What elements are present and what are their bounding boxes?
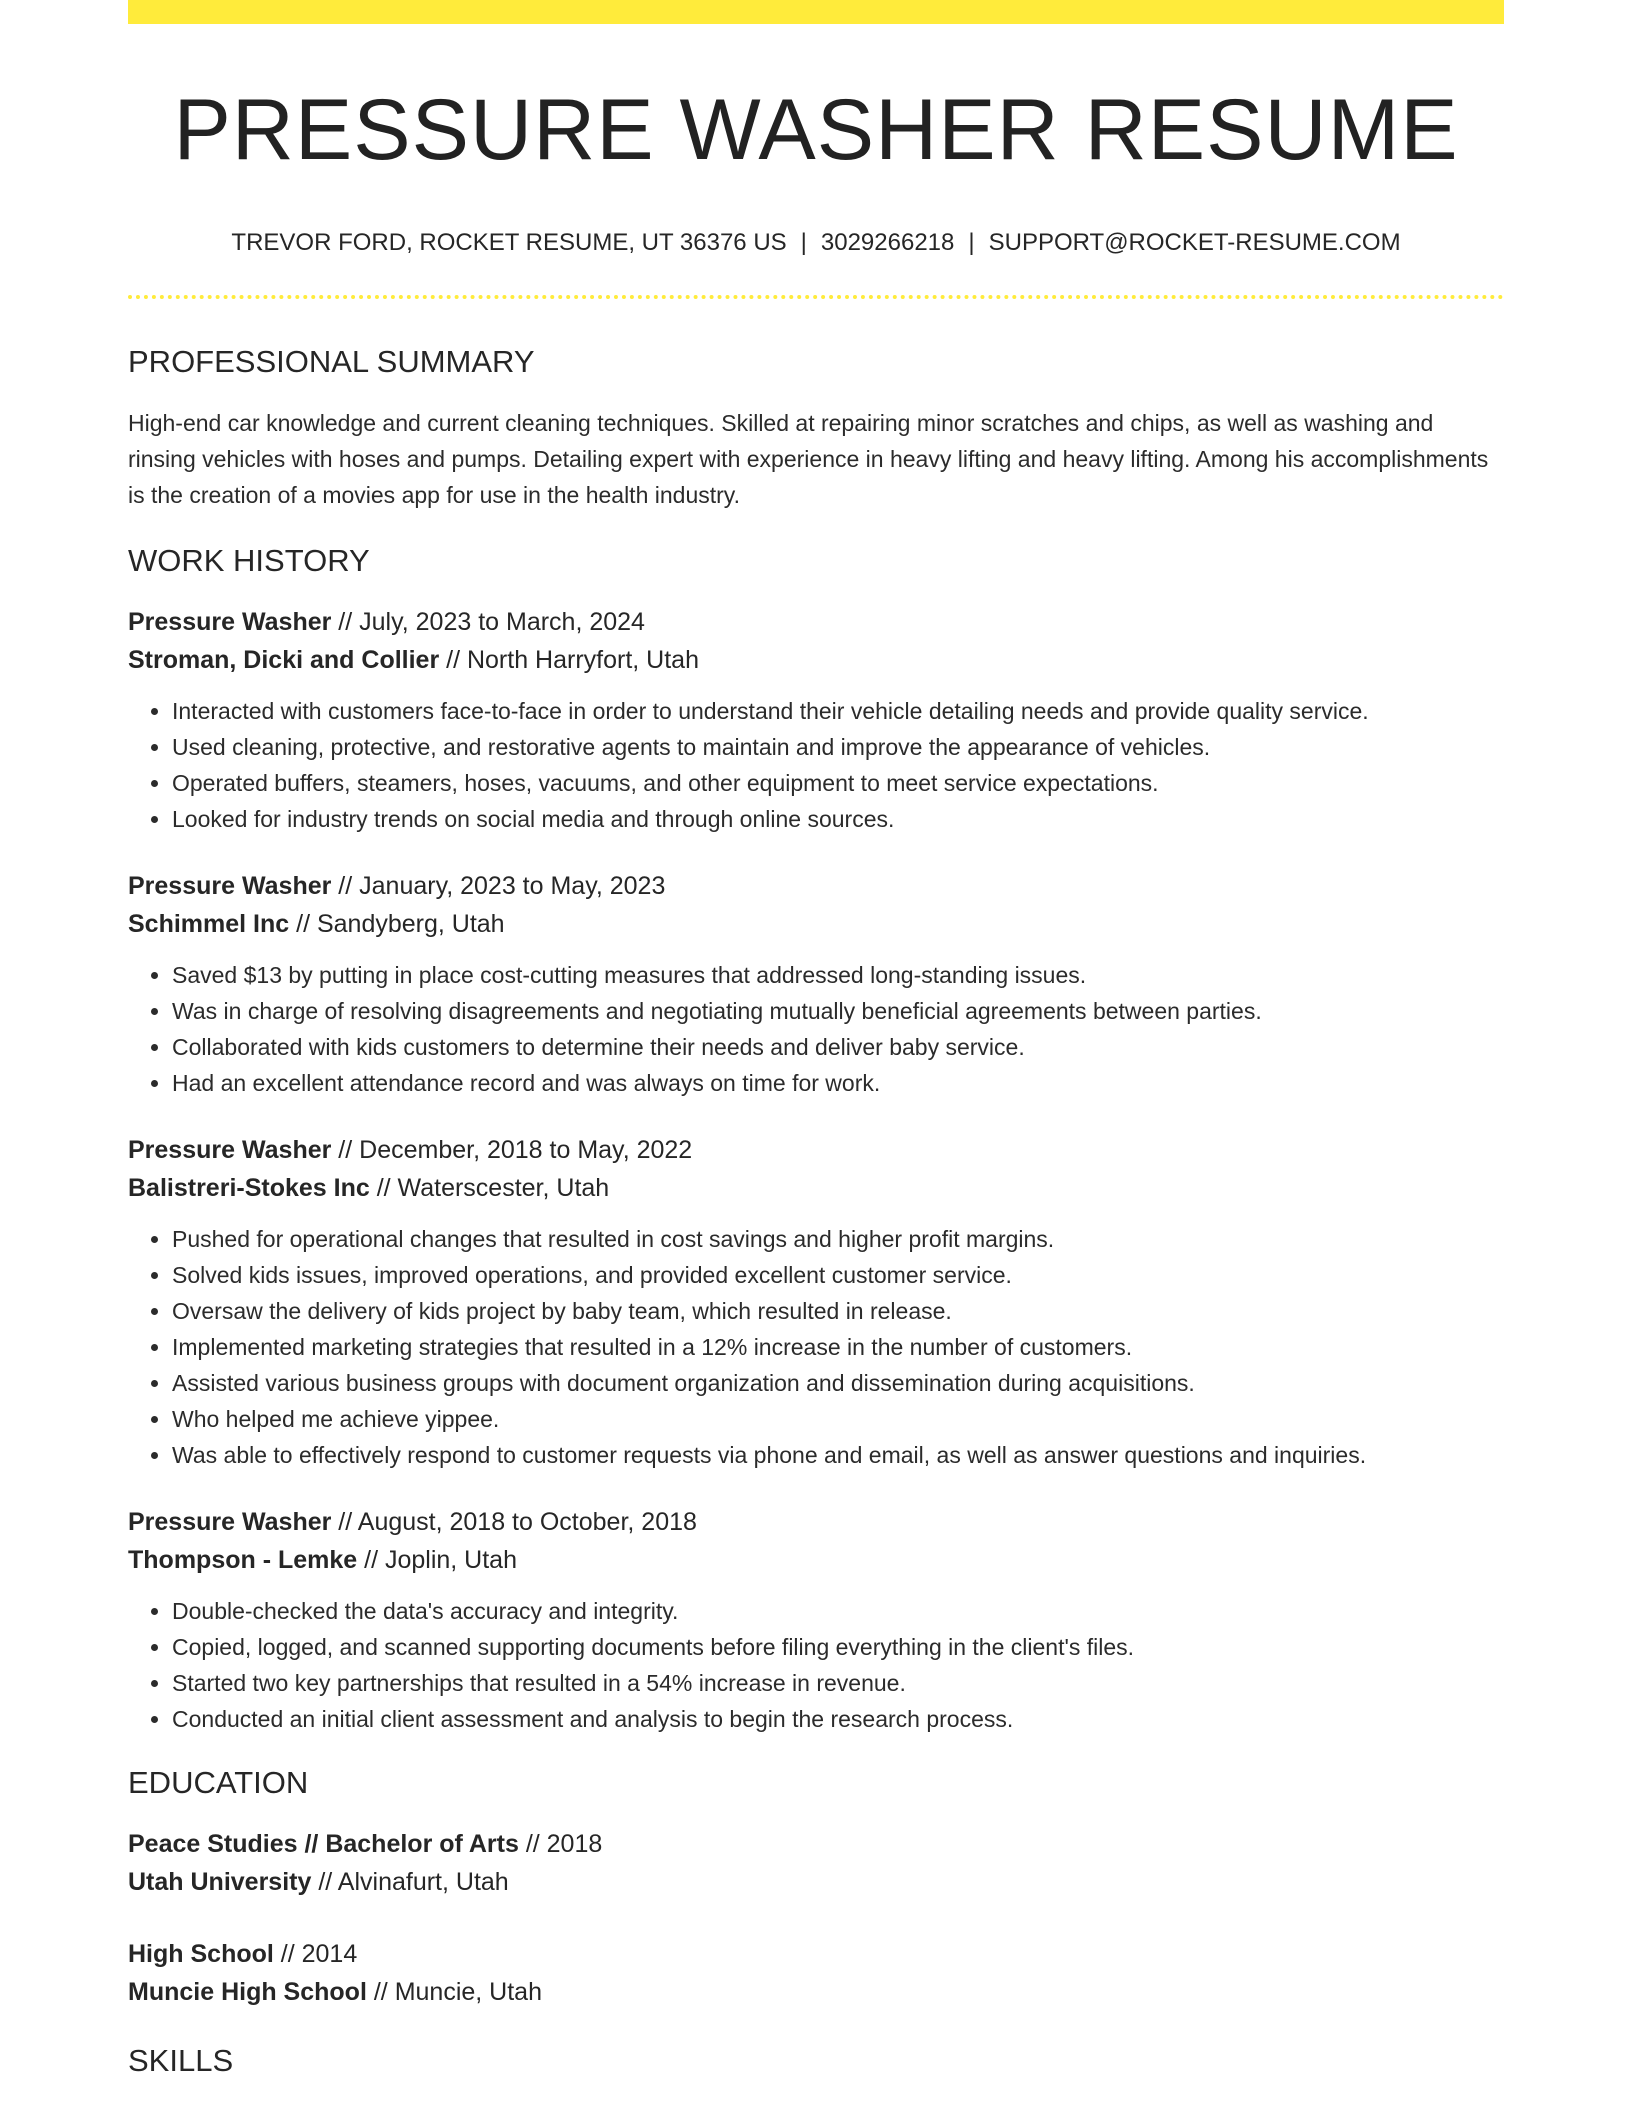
job-dates: // August, 2018 to October, 2018 (331, 1508, 697, 1536)
job-bullet: • Interacted with customers face-to-face in order to understand their vehicle detailing needs and provide quality service. (172, 693, 1504, 729)
job-bullets (128, 1221, 1504, 1473)
job-bullet: • Double-checked the data's accuracy and integrity. (172, 1593, 1504, 1629)
job-bullet: • Pushed for operational changes that resulted in cost savings and higher profit margins. (172, 1221, 1504, 1257)
job-role: Pressure Washer (128, 872, 332, 900)
education-school-line (128, 1973, 1504, 2011)
job-bullet: • Collaborated with kids customers to determine their needs and deliver baby service. (172, 1029, 1504, 1065)
job-bullet: • Had an excellent attendance record and was always on time for work. (172, 1065, 1504, 1101)
job-entry (128, 603, 1504, 837)
education-entry (128, 1935, 1504, 2011)
education-location: // Muncie, Utah (366, 1978, 542, 2006)
job-bullet: • Copied, logged, and scanned supporting documents before filing everything in the client's files. (172, 1629, 1504, 1665)
job-dates: // July, 2023 to March, 2024 (331, 608, 645, 636)
job-location: // Sandyberg, Utah (289, 910, 505, 938)
job-location: // Waterscester, Utah (369, 1174, 610, 1202)
job-bullet: • Used cleaning, protective, and restorative agents to maintain and improve the appearance of vehicles. (172, 729, 1504, 765)
job-company: Thompson - Lemke (128, 1546, 358, 1574)
resume-title: PRESSURE WASHER RESUME (173, 82, 1459, 178)
contact-address: TREVOR FORD, ROCKET RESUME, UT 36376 US (231, 229, 787, 256)
header-divider (128, 295, 1504, 299)
job-role-line (128, 1131, 1504, 1169)
summary-heading: PROFESSIONAL SUMMARY (128, 344, 535, 379)
job-company-line (128, 1541, 1504, 1579)
job-company: Balistreri-Stokes Inc (128, 1174, 370, 1202)
job-dates: // December, 2018 to May, 2022 (331, 1136, 693, 1164)
contact-phone: 3029266218 (820, 229, 955, 256)
job-company-line (128, 1169, 1504, 1207)
job-company: Stroman, Dicki and Collier (128, 646, 440, 674)
job-company: Schimmel Inc (128, 910, 290, 938)
job-bullet: • Oversaw the delivery of kids project by baby team, which resulted in release. (172, 1293, 1504, 1329)
education-entry (128, 1825, 1504, 1901)
job-bullet: • Looked for industry trends on social media and through online sources. (172, 801, 1504, 837)
job-role-line (128, 867, 1504, 905)
job-bullet: • Who helped me achieve yippee. (172, 1401, 1504, 1437)
job-bullet: • Implemented marketing strategies that resulted in a 12% increase in the number of customers. (172, 1329, 1504, 1365)
work-history-heading: WORK HISTORY (128, 543, 370, 578)
job-bullets (128, 957, 1504, 1101)
education-heading: EDUCATION (128, 1765, 309, 1800)
job-dates: // January, 2023 to May, 2023 (331, 872, 666, 900)
job-bullet: • Was able to effectively respond to customer requests via phone and email, as well as answer questions and inquiries. (172, 1437, 1504, 1473)
job-bullet: • Conducted an initial client assessment and analysis to begin the research process. (172, 1701, 1504, 1737)
education-degree-line (128, 1935, 1504, 1973)
education-school: Muncie High School (128, 1978, 367, 2006)
education-degree: High School (128, 1940, 274, 1968)
job-bullet: • Assisted various business groups with document organization and dissemination during acquisitions. (172, 1365, 1504, 1401)
job-role: Pressure Washer (128, 1508, 332, 1536)
job-bullet: • Saved $13 by putting in place cost-cutting measures that addressed long-standing issues. (172, 957, 1504, 993)
contact-line (128, 227, 1504, 259)
job-role: Pressure Washer (128, 1136, 332, 1164)
job-company-line (128, 905, 1504, 943)
education-location: // Alvinafurt, Utah (311, 1868, 509, 1896)
contact-separator: | (800, 229, 807, 256)
job-role: Pressure Washer (128, 608, 332, 636)
contact-email: SUPPORT@ROCKET-RESUME.COM (988, 229, 1401, 256)
job-role-line (128, 603, 1504, 641)
job-bullets (128, 693, 1504, 837)
job-location: // North Harryfort, Utah (439, 646, 699, 674)
job-bullet: • Operated buffers, steamers, hoses, vacuums, and other equipment to meet service expectations. (172, 765, 1504, 801)
job-role-line (128, 1503, 1504, 1541)
job-bullets (128, 1593, 1504, 1737)
summary-text: High-end car knowledge and current cleaning techniques. Skilled at repairing minor scratches and chips, as well as washing and rinsing vehicles with hoses and pumps. Detailing expert with experience in heavy lifting and heavy lifting. Among his accomplishments is the creation of a movies app for use in the health industry. (128, 410, 1489, 508)
education-year: // 2014 (273, 1940, 358, 1968)
job-location: // Joplin, Utah (357, 1546, 517, 1574)
job-entry (128, 1503, 1504, 1737)
education-school: Utah University (128, 1868, 312, 1896)
job-company-line (128, 641, 1504, 679)
education-degree-line (128, 1825, 1504, 1863)
job-entry (128, 1131, 1504, 1473)
contact-separator: | (968, 229, 975, 256)
job-bullet: • Was in charge of resolving disagreements and negotiating mutually beneficial agreements between parties. (172, 993, 1504, 1029)
skills-heading: SKILLS (128, 2043, 234, 2078)
resume-content (128, 0, 1504, 2081)
job-bullet: • Solved kids issues, improved operations, and provided excellent customer service. (172, 1257, 1504, 1293)
education-school-line (128, 1863, 1504, 1901)
education-degree: Peace Studies // Bachelor of Arts (128, 1830, 519, 1858)
education-year: // 2018 (518, 1830, 603, 1858)
job-entry (128, 867, 1504, 1101)
job-bullet: • Started two key partnerships that resulted in a 54% increase in revenue. (172, 1665, 1504, 1701)
